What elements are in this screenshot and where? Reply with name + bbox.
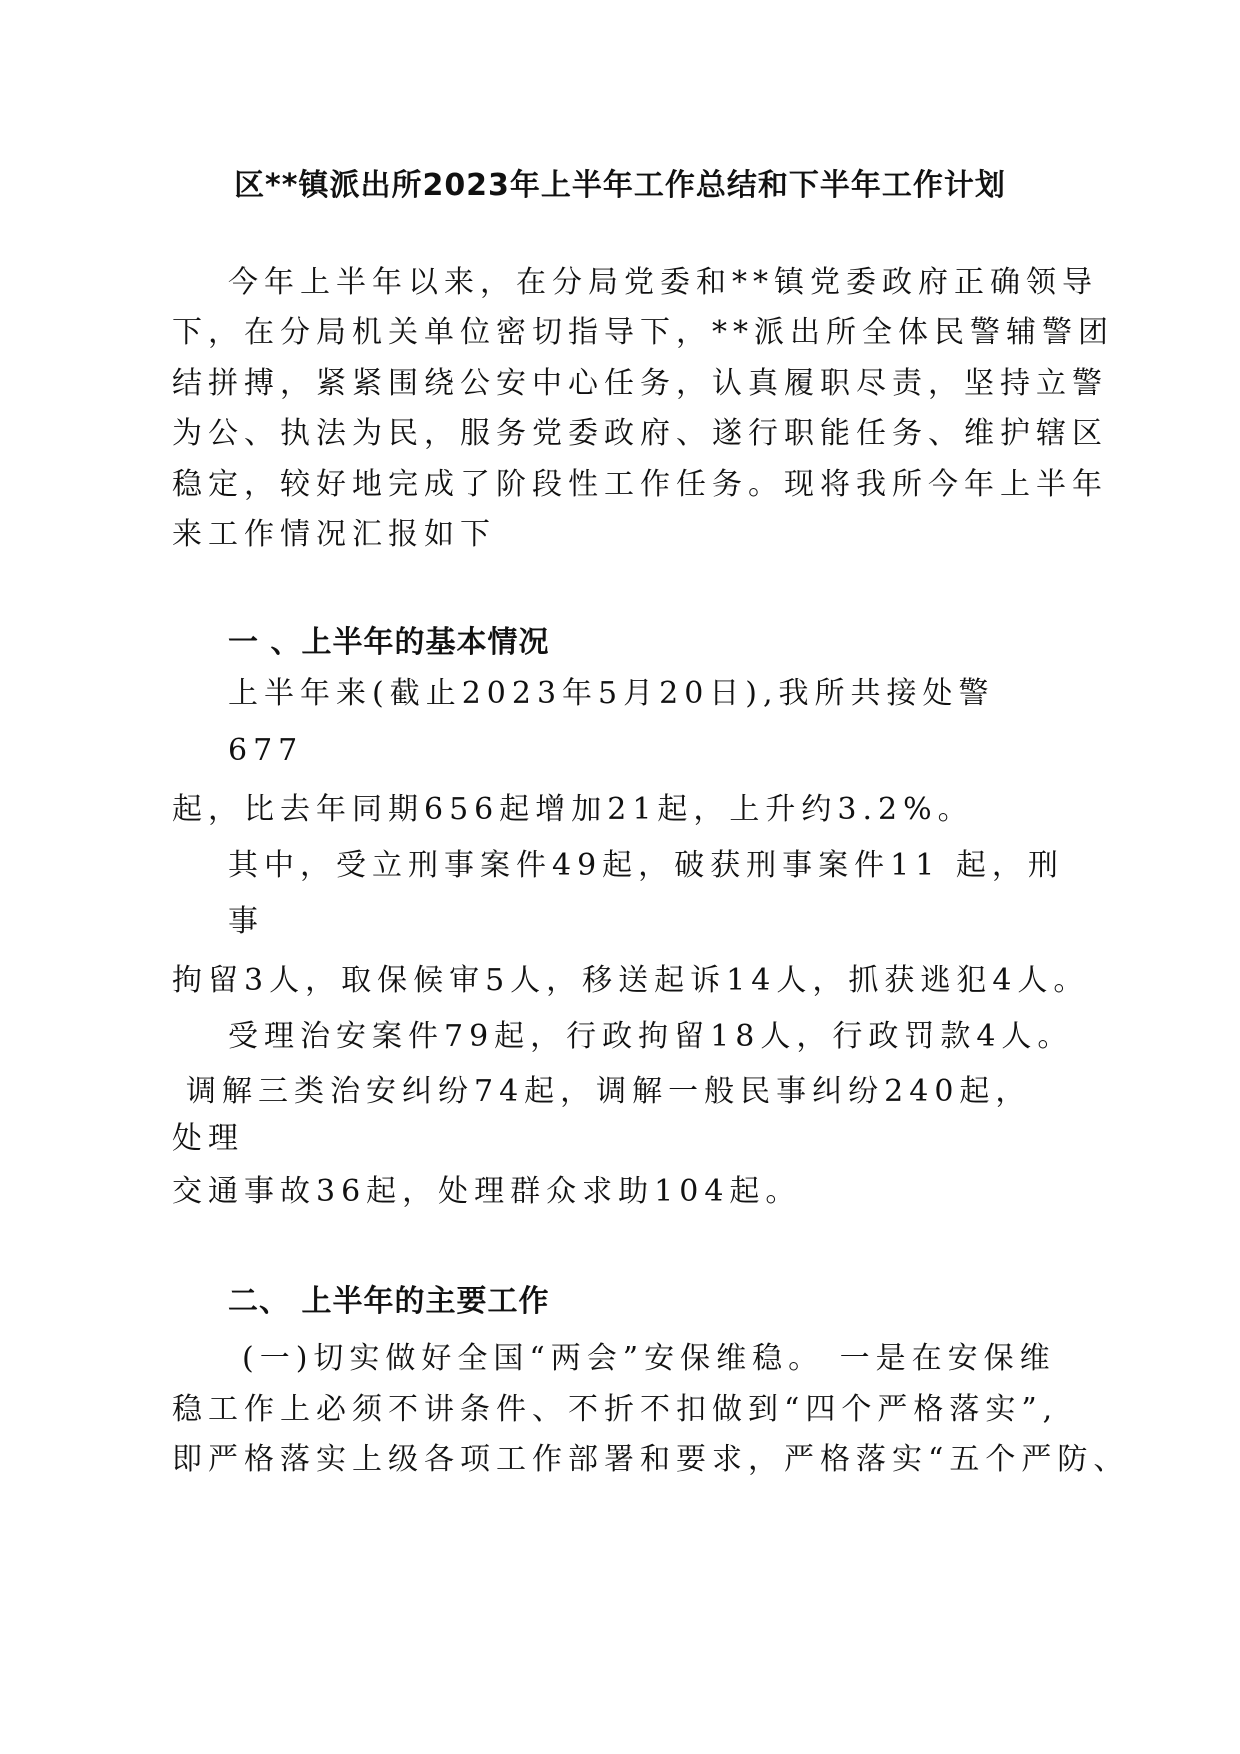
intro-line: 为公、执法为民，服务党委政府、遂行职能任务、维护辖区 [172,416,1108,451]
body-line: 其中，受立刑事案件49起，破获刑事案件11 起，刑 [228,848,1064,883]
body-line: 677 [228,733,304,768]
intro-line: 来工作情况汇报如下 [172,517,496,552]
body-line: 即严格落实上级各项工作部署和要求，严格落实“五个严防、 [172,1442,1130,1477]
body-line: 处理 [172,1121,244,1156]
body-line: 稳工作上必须不讲条件、不折不扣做到“四个严格落实”, [172,1392,1059,1427]
intro-line: 结拼搏，紧紧围绕公安中心任务，认真履职尽责，坚持立警 [172,366,1108,401]
body-line: (一)切实做好全国“两会”安保维稳。 一是在安保维 [242,1341,1056,1376]
intro-line: 稳定，较好地完成了阶段性工作任务。现将我所今年上半年 [172,467,1108,502]
section-heading-main-work: 二、 上半年的主要工作 [228,1284,550,1319]
page-title: 区**镇派出所2023年上半年工作总结和下半年工作计划 [234,168,1006,203]
body-line: 调解三类治安纠纷74起，调解一般民事纠纷240起， [186,1074,1032,1109]
body-line: 起，比去年同期656起增加21起，上升约3.2%。 [172,792,974,827]
section-heading-basic: 一 、上半年的基本情况 [228,625,550,660]
body-line: 上半年来(截止2023年5月20日),我所共接处警 [228,676,995,711]
body-line: 拘留3人，取保候审5人，移送起诉14人，抓获逃犯4人。 [172,963,1090,998]
intro-line: 今年上半年以来，在分局党委和**镇党委政府正确领导 [228,265,1098,300]
body-line: 受理治安案件79起，行政拘留18人，行政罚款4人。 [228,1019,1074,1054]
body-line: 交通事故36起，处理群众求助104起。 [172,1174,802,1209]
body-line: 事 [228,904,264,939]
intro-line: 下，在分局机关单位密切指导下，**派出所全体民警辅警团 [172,315,1114,350]
